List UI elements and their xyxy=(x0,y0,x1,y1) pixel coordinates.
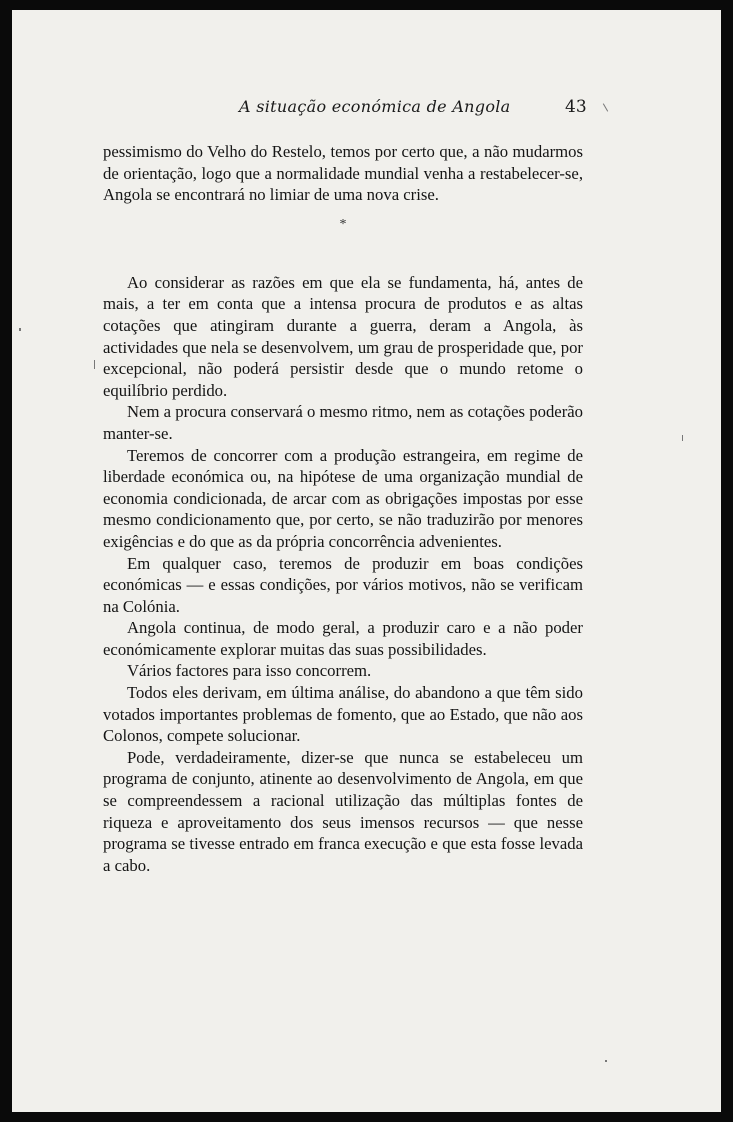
paragraph: Ao considerar as razões em que ela se fundamenta, há, antes de mais, a ter em conta que a intensa procura de produtos e as altas cotações que atingiram durante a guerra, deram a Angola, às actividades que nela se desenvolvem, um grau de prosperidade que, por excepcional, não poderá persistir desde que o mundo retome o equilíbrio perdido. xyxy=(103,272,583,400)
paragraph: Nem a procura conservará o mesmo ritmo, nem as cotações poderão manter-se. xyxy=(103,402,583,443)
header-title: A situação económica de Angola xyxy=(239,97,511,116)
paragraph: Vários factores para isso concorrem. xyxy=(127,661,372,681)
paragraph: Teremos de concorrer com a produção estrangeira, em regime de liberdade económica ou, na hipótese de uma organização mundial de economia condicionada, de arcar com as obrigações impostas por esse mesmo condicionamento que, por certo, se não traduzirão por menores exigências e do que as da própria concorrência advenientes. xyxy=(103,445,583,551)
scan-speck xyxy=(19,328,21,331)
paragraph: Todos eles derivam, em última análise, do abandono a que têm sido votados importantes problemas de fomento, que ao Estado, que não aos Colonos, compete solucionar. xyxy=(103,683,583,746)
scan-speck xyxy=(682,435,683,441)
scan-speck xyxy=(605,1060,607,1062)
body-text xyxy=(103,141,583,876)
book-page xyxy=(12,10,721,1112)
paragraph: Em qualquer caso, teremos de produzir em boas condições económicas — e essas condições, por vários motivos, não se verificam na Colónia. xyxy=(103,553,583,616)
running-header xyxy=(12,97,721,123)
section-spacer xyxy=(103,250,583,272)
page-number: 43 xyxy=(565,97,587,117)
paragraph: Angola continua, de modo geral, a produzir caro e a não poder económicamente explorar muitas das suas possibilidades. xyxy=(103,618,583,659)
section-separator: * xyxy=(339,216,347,232)
scan-speck xyxy=(94,360,95,369)
paragraph: Pode, verdadeiramente, dizer-se que nunca se estabeleceu um programa de conjunto, atinente ao desenvolvimento de Angola, em que se compreendessem a racional utilização das múltiplas fontes de riqueza e aproveitamento dos seus imensos recursos — que nesse programa se tivesse entrado em franca execução e que esta fosse levada a cabo. xyxy=(103,747,583,875)
paragraph: pessimismo do Velho do Restelo, temos por certo que, a não mudarmos de orientação, logo que a normalidade mundial venha a restabelecer-se, Angola se encontrará no limiar de uma nova crise. xyxy=(103,142,583,205)
